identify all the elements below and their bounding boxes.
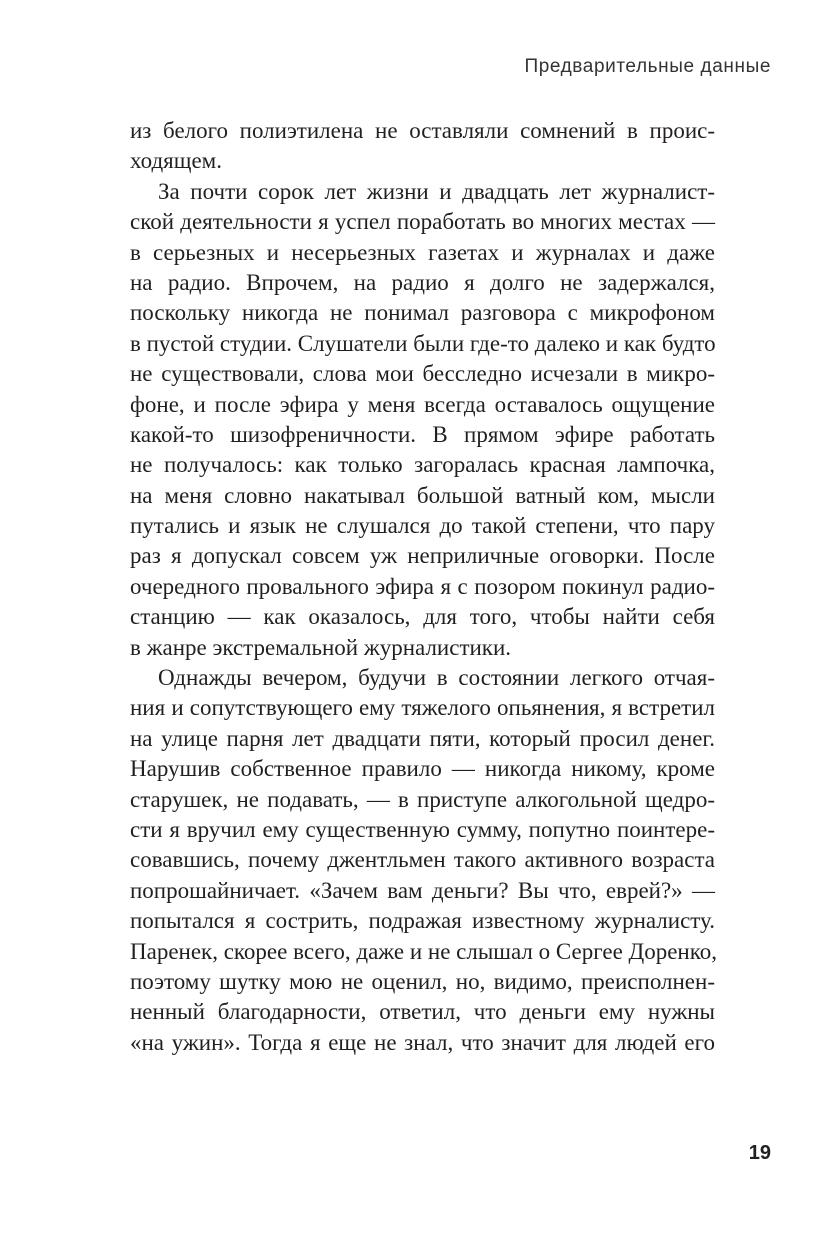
text-line: старушек, не подавать, — в приступе алкогольной щедро- [130,786,715,812]
text-line: ния и сопутствующего ему тяжелого опьянения, я встретил [130,695,715,721]
text-line: раз я допускал совсем уж неприличные оговорки. После [130,543,715,569]
text-line: какой-то шизофреничности. В прямом эфире работать [130,421,715,447]
body-text [130,116,715,1058]
text-line: ской деятельности я успел поработать во многих местах — [130,209,715,235]
text-line: из белого полиэтилена не оставляли сомнений в проис- [130,118,715,143]
text-line: в жанре экстремальной журналистики. [130,634,512,660]
text-line: совавшись, почему джентльмен такого активного возраста [130,847,715,873]
text-line: в пустой студии. Слушатели были где-то далеко и как будто [130,330,716,356]
text-line: Нарушив собственное правило — никогда никому, кроме [130,756,715,782]
text-line: сти я вручил ему существенную сумму, попутно поинтере- [130,816,715,842]
text-line: на меня словно накатывал большой ватный ком, мысли [130,482,715,508]
text-line: путались и язык не слушался до такой степени, что пару [130,513,715,539]
running-head: Предварительные данные [524,56,771,77]
text-line: станцию — как оказалось, для того, чтобы найти себя [130,604,715,630]
text-line: не получалось: как только загоралась красная лампочка, [130,452,715,478]
text-line: на улице парня лет двадцати пяти, который просил денег. [130,725,715,751]
paragraph [130,663,715,1058]
page-number: 19 [748,1142,771,1164]
text-line: Однажды вечером, будучи в состоянии легкого отчая- [158,665,715,691]
text-line: на радио. Впрочем, на радио я долго не задержался, [130,269,715,295]
text-line: попрошайничает. «Зачем вам деньги? Вы что, еврей?» — [130,877,715,903]
text-line: поскольку никогда не понимал разговора с микрофоном [130,300,715,326]
text-line: Паренек, скорее всего, даже и не слышал о Сергее Доренко, [130,938,717,964]
text-line: очередного провального эфира я с позором покинул радио- [130,573,715,599]
text-line: попытался я сострить, подражая известному журналисту. [130,908,715,934]
text-line: За почти сорок лет жизни и двадцать лет журналист- [158,178,715,204]
text-line: ненный благодарности, ответил, что деньги ему нужны [130,999,715,1025]
text-line: поэтому шутку мою не оценил, но, видимо, преисполнен- [130,968,715,994]
paragraph [130,177,715,663]
text-line: не существовали, слова мои бесследно исчезали в микро- [130,361,715,387]
text-line: ходящем. [130,148,222,174]
text-line: в серьезных и несерьезных газетах и журналах и даже [130,239,715,265]
text-line: «на ужин». Тогда я еще не знал, что значит для людей его [130,1029,715,1055]
paragraph [130,116,715,177]
text-line: фоне, и после эфира у меня всегда оставалось ощущение [130,391,715,417]
